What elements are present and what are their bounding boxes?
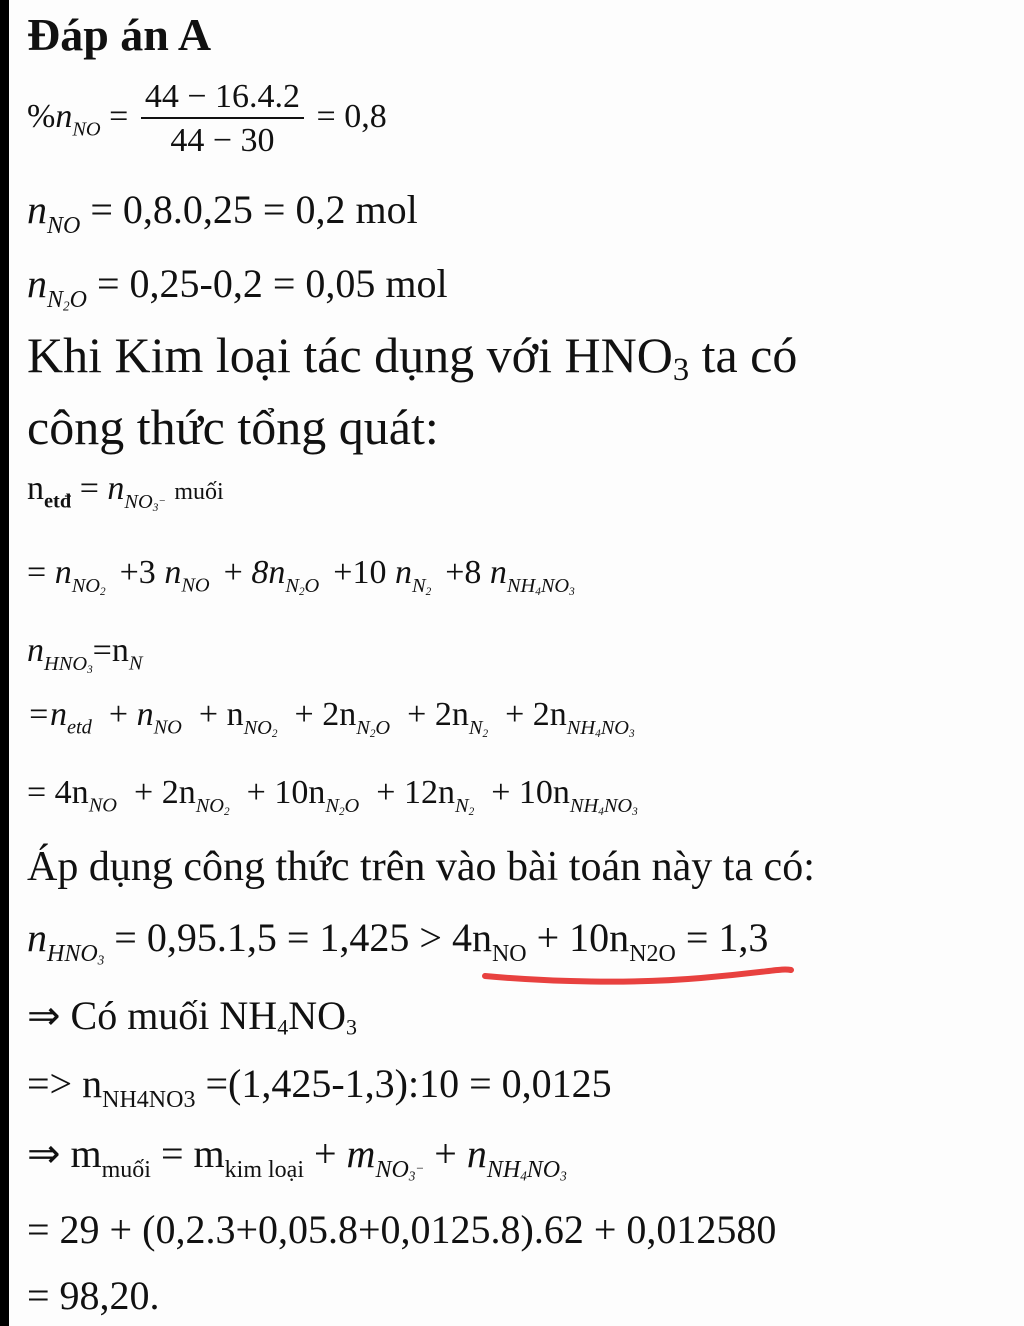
formula-netd: $n_{etđ} = n_{NO3-}$ muối xyxy=(27,470,224,514)
text-ap-dung: Áp dụng công thức trên vào bài toán này ta có: xyxy=(27,844,815,890)
fraction xyxy=(141,80,304,158)
formula-n-no: $n_{NO} = 0,8.0,25 = 0,2$ mol xyxy=(27,187,418,240)
text-cong-thuc: công thức tổng quát: xyxy=(27,399,439,455)
answer-heading xyxy=(27,9,212,60)
formula-n-sum-3: = $4n_{NO} + 2n_{NO2} + 10n_{N2O} + 12n_{N2} + 10n_{NH4NO3}$ xyxy=(27,774,638,818)
formula-n-hno3: $n_{HNO3}=n_N$ xyxy=(27,632,143,676)
sum-term: +8 $n_{NH4NO3}$ xyxy=(445,554,575,598)
formula-percent-no: $\%n_{NO}$ = $\frac{44 - 16.4.2}{44 - 30}$ = 0,8 xyxy=(27,78,387,159)
result-line-1: = 29 + (0,2.3+0,05.8+0,0125.8).62 + 0,012580 xyxy=(27,1207,777,1252)
fraction-denominator: 44 − 30 xyxy=(170,122,275,159)
sum-term: = $n_{NO2}$ xyxy=(27,554,106,598)
formula-n-sum-2: $=n_{etd} + n_{NO} + n_{NO2} + 2n_{N2O} + 2n_{N2} + 2n_{NH4NO3}$ xyxy=(27,696,635,740)
conclusion-salt: ⇒ Có muối NH4NO3 xyxy=(27,993,357,1040)
text-kim-loai: Khi Kim loại tác dụng với HNO3 ta có xyxy=(27,327,798,389)
red-underline-annotation xyxy=(481,958,801,988)
formula-n-nh4no3: => $n_{NH4NO3}$ =(1,425-1,3):10 = 0,0125 xyxy=(27,1061,612,1114)
formula-electron-sum xyxy=(27,556,589,598)
fraction-numerator: 44 − 16.4.2 xyxy=(141,80,304,119)
result-line-2: = 98,20. xyxy=(27,1273,160,1318)
sum-term: + $8n_{N2O}$ xyxy=(223,554,320,598)
formula-n-n2o: $n_{N2O} = 0,25-0,2 = 0,05$ mol xyxy=(27,261,448,314)
answer-text: Đáp án A xyxy=(27,9,212,60)
formula-calc-hno3: $n_{HNO3} = 0,95.1,5 = 1,425 > 4n_{NO} + 10n_{N2O} = 1,3$ xyxy=(27,915,769,968)
formula-mass-salt: ⇒ $m_{muối} = m_{kim loại} + m_{NO3-} + n_{NH4NO3}$ xyxy=(27,1131,567,1184)
sum-term: +10 $n_{N2}$ xyxy=(333,554,432,598)
document-page xyxy=(9,0,1024,1326)
sum-term: +3 $n_{NO}$ xyxy=(119,554,210,597)
